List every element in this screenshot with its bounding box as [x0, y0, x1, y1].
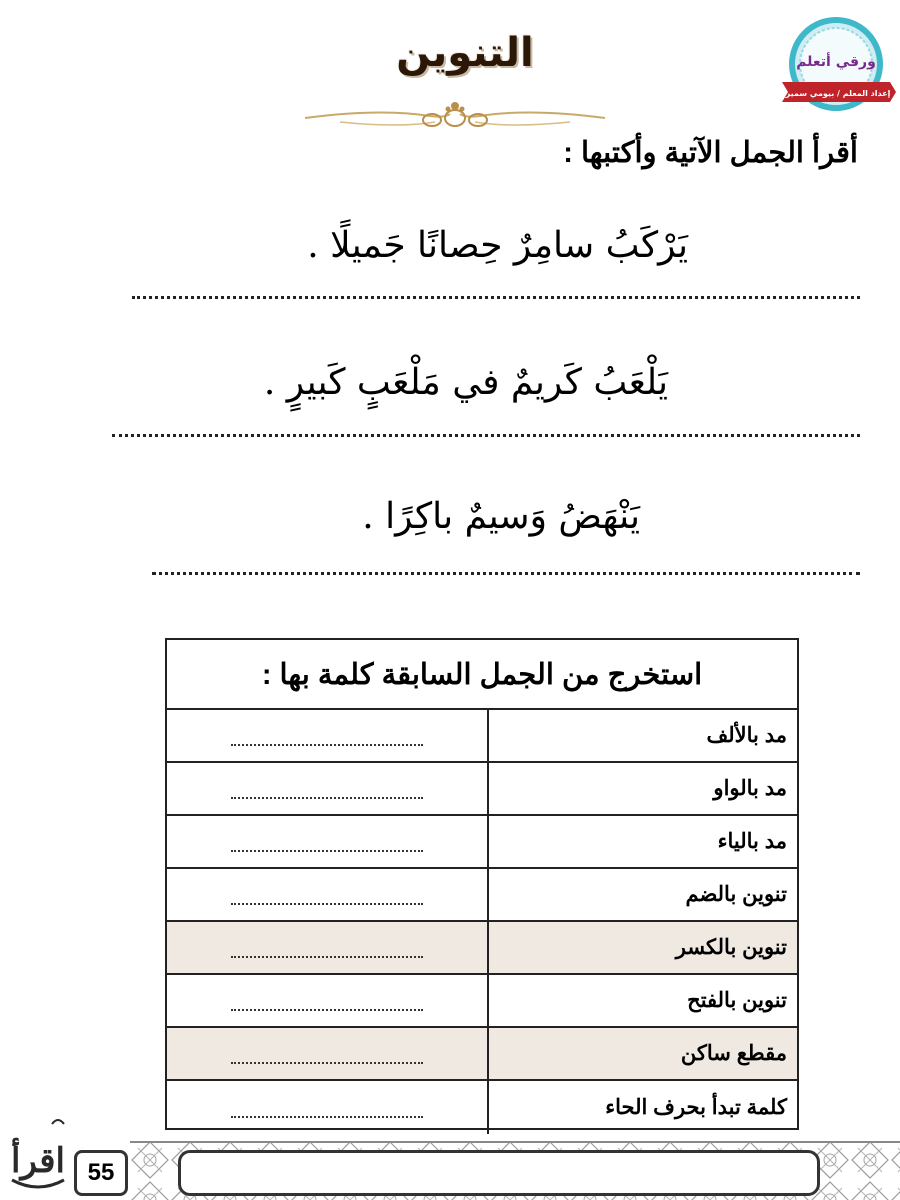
writing-line-2[interactable]: [112, 434, 860, 437]
answer-cell[interactable]: [167, 869, 489, 920]
writing-line-3[interactable]: [152, 572, 860, 575]
answer-cell[interactable]: [167, 922, 489, 973]
answer-cell[interactable]: [167, 1081, 489, 1134]
extraction-table: [165, 638, 799, 1130]
calligraphy-text: اقرأ: [11, 1141, 65, 1181]
answer-dots: [231, 1009, 423, 1011]
writing-line-1[interactable]: [132, 296, 860, 299]
row-label: كلمة تبدأ بحرف الحاء: [605, 1096, 787, 1119]
table-row: [167, 763, 797, 816]
sentence-1: يَرْكَبُ سامِرٌ حِصانًا جَميلًا .: [307, 225, 688, 266]
row-label: مد بالياء: [717, 830, 787, 853]
footer-frame: [178, 1150, 820, 1196]
answer-dots: [231, 903, 423, 905]
answer-dots: [231, 1062, 423, 1064]
row-label: مد بالواو: [713, 777, 787, 800]
answer-dots: [231, 744, 423, 746]
answer-cell[interactable]: [167, 975, 489, 1026]
answer-dots: [231, 797, 423, 799]
instruction-text: أقرأ الجمل الآتية وأكتبها :: [563, 137, 858, 169]
logo-badge: [778, 16, 898, 116]
ornament-divider: [300, 98, 610, 134]
row-label: تنوين بالفتح: [687, 989, 787, 1012]
answer-cell[interactable]: [167, 710, 489, 761]
answer-dots: [231, 1116, 423, 1118]
table-row: [167, 1028, 797, 1081]
table-row: [167, 710, 797, 763]
table-row: [167, 869, 797, 922]
row-label: مقطع ساكن: [680, 1042, 787, 1065]
answer-dots: [231, 850, 423, 852]
table-row: [167, 816, 797, 869]
row-label: تنوين بالضم: [685, 883, 787, 906]
sentence-2: يَلْعَبُ كَريمٌ في مَلْعَبٍ كَبيرٍ .: [263, 362, 668, 403]
answer-cell[interactable]: [167, 1028, 489, 1079]
answer-dots: [231, 956, 423, 958]
answer-cell[interactable]: [167, 816, 489, 867]
row-label: مد بالألف: [706, 724, 787, 747]
table-row: [167, 1081, 797, 1134]
row-label: تنوين بالكسر: [675, 936, 787, 959]
answer-cell[interactable]: [167, 763, 489, 814]
page-number: 55: [74, 1150, 128, 1196]
table-row: [167, 922, 797, 975]
table-row: [167, 975, 797, 1028]
page-title: التنوين: [396, 30, 534, 76]
table-heading: استخرج من الجمل السابقة كلمة بها :: [167, 640, 797, 710]
sentence-3: يَنْهَضُ وَسيمٌ باكِرًا .: [362, 496, 640, 537]
calligraphy-iqra-mark: [2, 1110, 74, 1196]
logo-text: ورقي أتعلم: [796, 54, 876, 70]
logo-ribbon-text: إعداد المعلم / بيومي سمير: [785, 89, 891, 98]
